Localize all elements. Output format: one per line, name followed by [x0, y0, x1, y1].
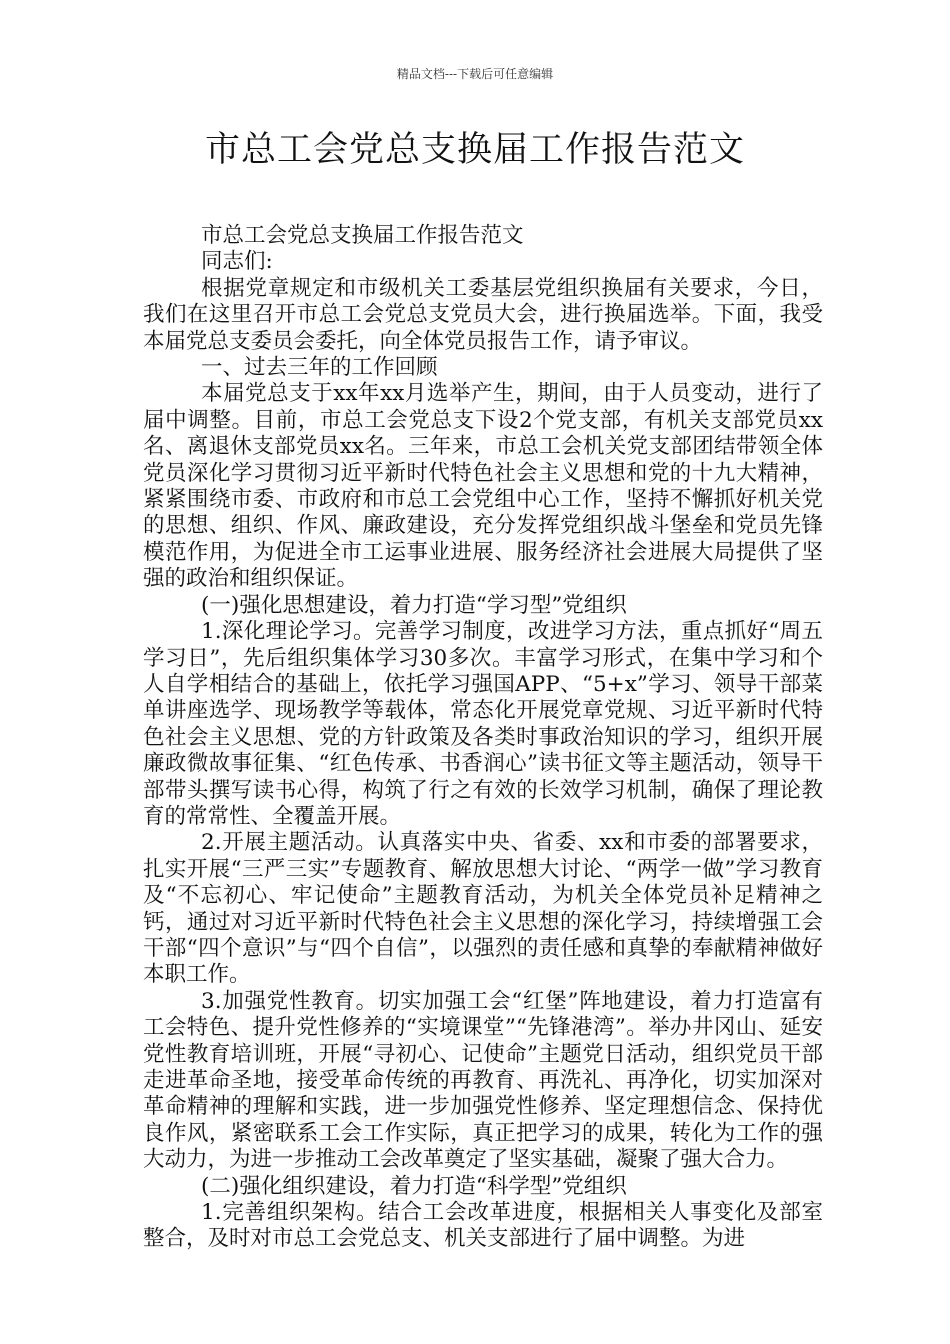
body-paragraph: 1.完善组织架构。结合工会改革进度，根据相关人事变化及部室整合，及时对市总工会党总支、机关支部进行了届中调整。为进: [143, 1200, 823, 1252]
document-title: 市总工会党总支换届工作报告范文: [204, 130, 745, 170]
body-paragraph: 根据党章规定和市级机关工委基层党组织换届有关要求，今日，我们在这里召开市总工会党总支党员大会，进行换届选举。下面，我受本届党总支委员会委托，向全体党员报告工作，请予审议。: [143, 275, 823, 354]
salutation: 同志们:: [201, 249, 273, 275]
section-heading: 一、过去三年的工作回顾: [201, 355, 438, 381]
body-paragraph: 3.加强党性教育。切实加强工会“红堡”阵地建设，着力打造富有工会特色、提升党性修养的“实境课堂”“先锋港湾”。举办井冈山、延安党性教育培训班，开展“寻初心、记使命”主题党日活动，组织党员干部走进革命圣地，接受革命传统的再教育、再洗礼、再净化，切实加深对革命精神的理解和实践，进一步加强党性修养、坚定理想信念、保持优良作风，紧密联系工会工作实际，真正把学习的成果，转化为工作的强大动力，为进一步推动工会改革奠定了坚实基础，凝聚了强大合力。: [143, 988, 823, 1173]
page-header-note: 精品文档---下载后可任意编辑: [396, 67, 554, 81]
body-subtitle: 市总工会党总支换届工作报告范文: [201, 223, 524, 248]
subsection-heading: (一)强化思想建设，着力打造“学习型”党组织: [201, 592, 627, 618]
body-paragraph: 1.深化理论学习。完善学习制度，改进学习方法，重点抓好“周五学习日”，先后组织集体学习30多次。丰富学习形式，在集中学习和个人自学相结合的基础上，依托学习强国APP、“5+x”学习、领导干部菜单讲座选学、现场教学等载体，常态化开展党章党规、习近平新时代特色社会主义思想、党的方针政策及各类时事政治知识的学习，组织开展廉政微故事征集、“红色传承、书香润心”读书征文等主题活动，领导干部带头撰写读书心得，构筑了行之有效的长效学习机制，确保了理论教育的常常性、全覆盖开展。: [143, 619, 823, 829]
subsection-heading: (二)强化组织建设，着力打造“科学型”党组织: [201, 1173, 627, 1199]
body-paragraph: 本届党总支于xx年xx月选举产生，期间，由于人员变动，进行了届中调整。目前，市总工会党总支下设2个党支部，有机关支部党员xx名、离退休支部党员xx名。三年来，市总工会机关党支部团结带领全体党员深化学习贯彻习近平新时代特色社会主义思想和党的十九大精神，紧紧围绕市委、市政府和市总工会党组中心工作，坚持不懈抓好机关党的思想、组织、作风、廉政建设，充分发挥党组织战斗堡垒和党员先锋模范作用，为促进全市工运事业进展、服务经济社会进展大局提供了坚强的政治和组织保证。: [143, 381, 823, 592]
body-paragraph: 2.开展主题活动。认真落实中央、省委、xx和市委的部署要求，扎实开展“三严三实”专题教育、解放思想大讨论、“两学一做”学习教育及“不忘初心、牢记使命”主题教育活动，为机关全体党员补足精神之钙，通过对习近平新时代特色社会主义思想的深化学习，持续增强工会干部“四个意识”与“四个自信”，以强烈的责任感和真挚的奉献精神做好本职工作。: [143, 830, 823, 988]
document-body: [143, 223, 823, 1253]
